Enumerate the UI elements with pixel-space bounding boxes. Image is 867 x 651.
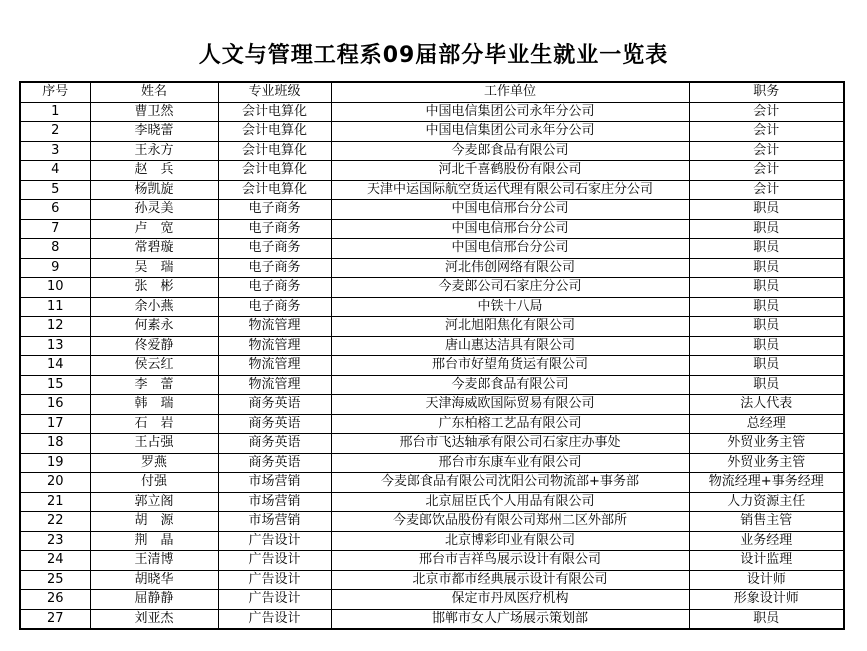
cell-major: 广告设计 <box>218 551 331 571</box>
cell-index: 22 <box>20 512 90 532</box>
header-position: 职务 <box>689 82 844 102</box>
cell-employer: 今麦郎食品有限公司 <box>331 375 689 395</box>
table-row <box>20 297 844 317</box>
cell-name: 石 岩 <box>90 414 218 434</box>
table-row <box>20 317 844 337</box>
cell-index: 23 <box>20 531 90 551</box>
cell-employer: 天津海威欧国际贸易有限公司 <box>331 395 689 415</box>
cell-employer: 北京博彩印业有限公司 <box>331 531 689 551</box>
cell-index: 27 <box>20 609 90 629</box>
cell-name: 王清博 <box>90 551 218 571</box>
cell-name: 付强 <box>90 473 218 493</box>
cell-major: 电子商务 <box>218 258 331 278</box>
cell-employer: 天津中运国际航空货运代理有限公司石家庄分公司 <box>331 180 689 200</box>
cell-major: 市场营销 <box>218 512 331 532</box>
table-row <box>20 219 844 239</box>
cell-name: 王永方 <box>90 141 218 161</box>
cell-name: 何素永 <box>90 317 218 337</box>
cell-position: 职员 <box>689 278 844 298</box>
table-row <box>20 473 844 493</box>
cell-name: 卢 宽 <box>90 219 218 239</box>
cell-employer: 河北千喜鹤股份有限公司 <box>331 161 689 181</box>
cell-index: 7 <box>20 219 90 239</box>
cell-name: 杨凯旋 <box>90 180 218 200</box>
cell-name: 张 彬 <box>90 278 218 298</box>
cell-position: 职员 <box>689 297 844 317</box>
cell-index: 1 <box>20 102 90 122</box>
cell-position: 职员 <box>689 609 844 629</box>
cell-position: 会计 <box>689 141 844 161</box>
cell-employer: 今麦郎食品有限公司 <box>331 141 689 161</box>
cell-name: 赵 兵 <box>90 161 218 181</box>
cell-position: 设计师 <box>689 570 844 590</box>
page-title: 人文与管理工程系09届部分毕业生就业一览表 <box>198 43 669 68</box>
cell-position: 销售主管 <box>689 512 844 532</box>
cell-employer: 中国电信邢台分公司 <box>331 200 689 220</box>
cell-employer: 中铁十八局 <box>331 297 689 317</box>
cell-index: 3 <box>20 141 90 161</box>
table-row <box>20 122 844 142</box>
header-major: 专业班级 <box>218 82 331 102</box>
cell-name: 郭立阁 <box>90 492 218 512</box>
table-row <box>20 200 844 220</box>
table-row <box>20 590 844 610</box>
cell-position: 形象设计师 <box>689 590 844 610</box>
cell-employer: 今麦郎食品有限公司沈阳公司物流部+事务部 <box>331 473 689 493</box>
cell-major: 电子商务 <box>218 200 331 220</box>
table-row <box>20 258 844 278</box>
table-row <box>20 551 844 571</box>
table-row <box>20 375 844 395</box>
cell-name: 李晓蕾 <box>90 122 218 142</box>
cell-employer: 北京屈臣氏个人用品有限公司 <box>331 492 689 512</box>
cell-index: 21 <box>20 492 90 512</box>
cell-position: 会计 <box>689 102 844 122</box>
cell-position: 物流经理+事务经理 <box>689 473 844 493</box>
cell-position: 人力资源主任 <box>689 492 844 512</box>
cell-index: 5 <box>20 180 90 200</box>
cell-employer: 中国电信邢台分公司 <box>331 239 689 259</box>
cell-position: 外贸业务主管 <box>689 453 844 473</box>
cell-major: 广告设计 <box>218 609 331 629</box>
cell-name: 胡晓华 <box>90 570 218 590</box>
cell-name: 胡 源 <box>90 512 218 532</box>
cell-position: 设计监理 <box>689 551 844 571</box>
table-row <box>20 512 844 532</box>
cell-major: 市场营销 <box>218 473 331 493</box>
cell-position: 会计 <box>689 180 844 200</box>
cell-major: 商务英语 <box>218 395 331 415</box>
cell-name: 曹卫然 <box>90 102 218 122</box>
cell-index: 10 <box>20 278 90 298</box>
cell-index: 13 <box>20 336 90 356</box>
cell-major: 物流管理 <box>218 375 331 395</box>
cell-name: 余小燕 <box>90 297 218 317</box>
table-row <box>20 395 844 415</box>
table-row <box>20 161 844 181</box>
cell-employer: 河北旭阳焦化有限公司 <box>331 317 689 337</box>
cell-name: 常碧璇 <box>90 239 218 259</box>
cell-employer: 邢台市飞达轴承有限公司石家庄办事处 <box>331 434 689 454</box>
cell-employer: 邢台市东康车业有限公司 <box>331 453 689 473</box>
cell-major: 会计电算化 <box>218 180 331 200</box>
cell-index: 6 <box>20 200 90 220</box>
cell-index: 25 <box>20 570 90 590</box>
cell-index: 26 <box>20 590 90 610</box>
cell-major: 会计电算化 <box>218 161 331 181</box>
cell-employer: 邢台市好望角货运有限公司 <box>331 356 689 376</box>
cell-name: 韩 瑞 <box>90 395 218 415</box>
employment-table <box>19 81 845 630</box>
cell-major: 市场营销 <box>218 492 331 512</box>
cell-index: 14 <box>20 356 90 376</box>
cell-position: 职员 <box>689 239 844 259</box>
cell-employer: 中国电信邢台分公司 <box>331 219 689 239</box>
cell-position: 职员 <box>689 258 844 278</box>
header-name: 姓名 <box>90 82 218 102</box>
cell-major: 电子商务 <box>218 297 331 317</box>
cell-index: 15 <box>20 375 90 395</box>
cell-name: 屈静静 <box>90 590 218 610</box>
cell-index: 9 <box>20 258 90 278</box>
cell-employer: 中国电信集团公司永年分公司 <box>331 102 689 122</box>
cell-name: 王占强 <box>90 434 218 454</box>
table-row <box>20 356 844 376</box>
table-row <box>20 180 844 200</box>
cell-position: 职员 <box>689 336 844 356</box>
table-row <box>20 434 844 454</box>
cell-position: 职员 <box>689 219 844 239</box>
table-row <box>20 239 844 259</box>
cell-index: 17 <box>20 414 90 434</box>
cell-index: 11 <box>20 297 90 317</box>
cell-index: 18 <box>20 434 90 454</box>
cell-employer: 今麦郎饮品股份有限公司郑州二区外部所 <box>331 512 689 532</box>
table-row <box>20 453 844 473</box>
cell-name: 吴 瑞 <box>90 258 218 278</box>
cell-major: 物流管理 <box>218 336 331 356</box>
cell-major: 电子商务 <box>218 219 331 239</box>
cell-major: 商务英语 <box>218 453 331 473</box>
cell-index: 12 <box>20 317 90 337</box>
cell-position: 职员 <box>689 200 844 220</box>
header-employer: 工作单位 <box>331 82 689 102</box>
cell-index: 4 <box>20 161 90 181</box>
cell-major: 商务英语 <box>218 434 331 454</box>
cell-employer: 保定市丹凤医疗机构 <box>331 590 689 610</box>
cell-major: 会计电算化 <box>218 102 331 122</box>
cell-major: 电子商务 <box>218 278 331 298</box>
cell-name: 孙灵美 <box>90 200 218 220</box>
table-row <box>20 102 844 122</box>
cell-name: 侯云红 <box>90 356 218 376</box>
cell-employer: 唐山惠达洁具有限公司 <box>331 336 689 356</box>
cell-major: 电子商务 <box>218 239 331 259</box>
cell-major: 广告设计 <box>218 570 331 590</box>
cell-position: 职员 <box>689 356 844 376</box>
cell-employer: 北京市都市经典展示设计有限公司 <box>331 570 689 590</box>
cell-employer: 河北伟创网络有限公司 <box>331 258 689 278</box>
cell-employer: 邢台市吉祥鸟展示设计有限公司 <box>331 551 689 571</box>
cell-index: 16 <box>20 395 90 415</box>
header-index: 序号 <box>20 82 90 102</box>
cell-position: 外贸业务主管 <box>689 434 844 454</box>
cell-position: 总经理 <box>689 414 844 434</box>
table-row <box>20 278 844 298</box>
cell-major: 会计电算化 <box>218 141 331 161</box>
cell-name: 荆 晶 <box>90 531 218 551</box>
cell-index: 24 <box>20 551 90 571</box>
cell-index: 8 <box>20 239 90 259</box>
cell-major: 会计电算化 <box>218 122 331 142</box>
table-row <box>20 141 844 161</box>
cell-index: 2 <box>20 122 90 142</box>
cell-major: 商务英语 <box>218 414 331 434</box>
table-row <box>20 336 844 356</box>
table-row <box>20 492 844 512</box>
table-row <box>20 531 844 551</box>
cell-major: 广告设计 <box>218 590 331 610</box>
cell-employer: 中国电信集团公司永年分公司 <box>331 122 689 142</box>
cell-major: 广告设计 <box>218 531 331 551</box>
cell-name: 佟爱静 <box>90 336 218 356</box>
table-row <box>20 609 844 629</box>
cell-position: 业务经理 <box>689 531 844 551</box>
cell-position: 职员 <box>689 317 844 337</box>
cell-employer: 邯郸市女人广场展示策划部 <box>331 609 689 629</box>
cell-major: 物流管理 <box>218 317 331 337</box>
cell-name: 李 蕾 <box>90 375 218 395</box>
cell-employer: 今麦郎公司石家庄分公司 <box>331 278 689 298</box>
cell-name: 罗燕 <box>90 453 218 473</box>
cell-index: 19 <box>20 453 90 473</box>
table-row <box>20 570 844 590</box>
cell-index: 20 <box>20 473 90 493</box>
cell-position: 会计 <box>689 161 844 181</box>
cell-name: 刘亚杰 <box>90 609 218 629</box>
cell-position: 法人代表 <box>689 395 844 415</box>
cell-major: 物流管理 <box>218 356 331 376</box>
table-row <box>20 414 844 434</box>
cell-position: 会计 <box>689 122 844 142</box>
header-row <box>20 82 844 102</box>
cell-employer: 广东柏榕工艺品有限公司 <box>331 414 689 434</box>
cell-position: 职员 <box>689 375 844 395</box>
